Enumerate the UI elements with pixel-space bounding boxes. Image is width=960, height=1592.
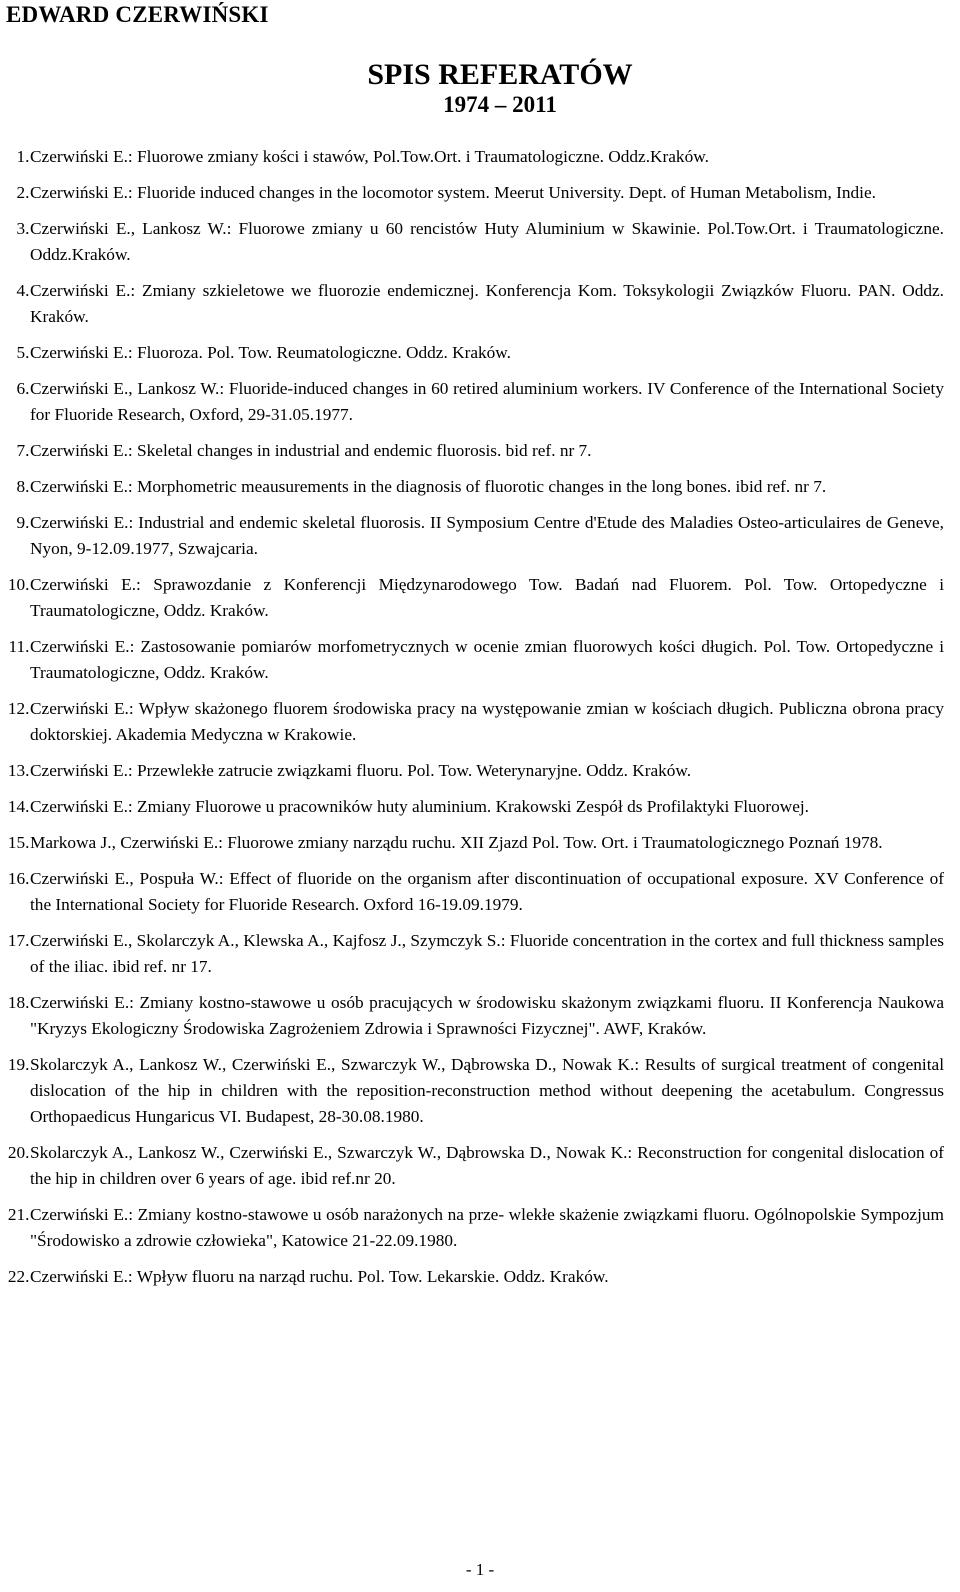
reference-number: 1. (16, 147, 30, 166)
reference-item (7, 696, 944, 748)
reference-text: Czerwiński E., Lankosz W.: Fluorowe zmiany u 60 rencistów Huty Aluminium w Skawinie. Pol.Tow.Ort. i Traumatologiczne. Oddz.Kraków. (30, 219, 944, 264)
reference-number: 3. (16, 219, 30, 238)
reference-item (16, 180, 944, 206)
reference-text: Markowa J., Czerwiński E.: Fluorowe zmiany narządu ruchu. XII Zjazd Pol. Tow. Ort. i Traumatologicznego Poznań 1978. (30, 833, 883, 852)
reference-item (7, 1264, 944, 1290)
reference-text: Czerwiński E.: Fluoride induced changes in the locomotor system. Meerut University. Dept. of Human Metabolism, Indie. (30, 183, 876, 202)
reference-text: Czerwiński E.: Fluorowe zmiany kości i stawów, Pol.Tow.Ort. i Traumatologiczne. Oddz.Kraków. (30, 147, 709, 166)
reference-item (7, 758, 944, 784)
reference-number: 11. (8, 637, 30, 656)
reference-item (16, 438, 944, 464)
reference-number: 7. (16, 441, 30, 460)
reference-number: 2. (16, 183, 30, 202)
reference-text: Czerwiński E.: Zastosowanie pomiarów morfometrycznych w ocenie zmian fluorowych kości długich. Pol. Tow. Ortopedyczne i Traumatologiczne, Oddz. Kraków. (30, 637, 944, 682)
reference-number: 4. (16, 281, 30, 300)
reference-item (16, 340, 944, 366)
reference-number: 19. (7, 1055, 30, 1074)
reference-item (8, 634, 944, 686)
reference-text: Czerwiński E.: Fluoroza. Pol. Tow. Reumatologiczne. Oddz. Kraków. (30, 343, 511, 362)
reference-text: Czerwiński E.: Zmiany szkieletowe we fluorozie endemicznej. Konferencja Kom. Toksykologii Związków Fluoru. PAN. Oddz. Kraków. (30, 281, 944, 326)
reference-text: Czerwiński E., Lankosz W.: Fluoride-induced changes in 60 retired aluminium workers. IV Conference of the International Society for Fluoride Research, Oxford, 29-31.05.1977. (30, 379, 944, 424)
reference-item (7, 830, 944, 856)
reference-text: Czerwiński E.: Industrial and endemic skeletal fluorosis. II Symposium Centre d'Etude des Maladies Osteo-articulaires de Geneve, Nyon, 9-12.09.1977, Szwajcaria. (30, 513, 944, 558)
reference-item (16, 144, 944, 170)
reference-item (16, 474, 944, 500)
reference-text: Czerwiński E., Skolarczyk A., Klewska A., Kajfosz J., Szymczyk S.: Fluoride concentration in the cortex and full thickness samples of the iliac. ibid ref. nr 17. (30, 931, 944, 976)
reference-list (7, 144, 944, 1300)
reference-text: Czerwiński E.: Sprawozdanie z Konferencji Międzynarodowego Tow. Badań nad Fluorem. Pol. Tow. Ortopedyczne i Traumatologiczne, Oddz. Kraków. (30, 575, 944, 620)
reference-text: Czerwiński E.: Zmiany kostno-stawowe u osób narażonych na prze- wlekłe skażenie związkami fluoru. Ogólnopolskie Sympozjum "Środowisko a zdrowie człowieka", Katowice 21-22.09.1980. (30, 1205, 944, 1250)
reference-number: 6. (16, 379, 30, 398)
reference-item (7, 990, 944, 1042)
reference-text: Czerwiński E., Pospuła W.: Effect of fluoride on the organism after discontinuation of occupational exposure. XV Conference of the International Society for Fluoride Research. Oxford 16-19.09.1979. (30, 869, 944, 914)
reference-text: Skolarczyk A., Lankosz W., Czerwiński E., Szwarczyk W., Dąbrowska D., Nowak K.: Reconstruction for congenital dislocation of the hip in children over 6 years of age. ibid ref.nr 20. (30, 1143, 944, 1188)
reference-text: Czerwiński E.: Skeletal changes in industrial and endemic fluorosis. bid ref. nr 7. (30, 441, 592, 460)
reference-item (7, 794, 944, 820)
reference-number: 21. (7, 1205, 30, 1224)
reference-number: 14. (7, 797, 30, 816)
reference-text: Czerwiński E.: Przewlekłe zatrucie związkami fluoru. Pol. Tow. Weterynaryjne. Oddz. Kraków. (30, 761, 692, 780)
reference-item (16, 278, 944, 330)
reference-text: Czerwiński E.: Zmiany kostno-stawowe u osób pracujących w środowisku skażonym związkami fluoru. II Konferencja Naukowa "Kryzys Ekologiczny Środowiska Zagrożeniem Zdrowia i Sprawności Fizycznej". AWF, Kraków. (30, 993, 944, 1038)
reference-number: 10. (7, 575, 30, 594)
reference-item (7, 928, 944, 980)
reference-text: Skolarczyk A., Lankosz W., Czerwiński E., Szwarczyk W., Dąbrowska D., Nowak K.: Results of surgical treatment of congenital dislocation of the hip in children with the reposition-reconstruction method without deepening the acetabulum. Congressus Orthopaedicus Hungaricus VI. Budapest, 28-30.08.1980. (30, 1055, 944, 1126)
reference-number: 8. (16, 477, 30, 496)
reference-number: 18. (7, 993, 30, 1012)
reference-text: Czerwiński E.: Morphometric meausurements in the diagnosis of fluorotic changes in the long bones. ibid ref. nr 7. (30, 477, 827, 496)
reference-number: 17. (7, 931, 30, 950)
reference-number: 22. (7, 1267, 30, 1286)
reference-item (16, 510, 944, 562)
reference-number: 16. (7, 869, 30, 888)
reference-item (7, 572, 944, 624)
page-number: - 1 - (465, 1560, 495, 1579)
reference-item (7, 1202, 944, 1254)
author-name: EDWARD CZERWIŃSKI (6, 2, 269, 27)
reference-number: 5. (16, 343, 30, 362)
reference-text: Czerwiński E.: Wpływ fluoru na narząd ruchu. Pol. Tow. Lekarskie. Oddz. Kraków. (30, 1267, 609, 1286)
document-title: SPIS REFERATÓW (367, 58, 633, 91)
reference-text: Czerwiński E.: Wpływ skażonego fluorem środowiska pracy na występowanie zmian w kościach długich. Publiczna obrona pracy doktorskiej. Akademia Medyczna w Krakowie. (30, 699, 944, 744)
reference-number: 20. (7, 1143, 30, 1162)
document-years: 1974 – 2011 (443, 92, 557, 117)
reference-number: 13. (7, 761, 30, 780)
reference-text: Czerwiński E.: Zmiany Fluorowe u pracowników huty aluminium. Krakowski Zespół ds Profilaktyki Fluorowej. (30, 797, 809, 816)
reference-item (16, 216, 944, 268)
reference-item (16, 376, 944, 428)
reference-item (7, 1052, 944, 1130)
reference-number: 12. (7, 699, 30, 718)
reference-number: 15. (7, 833, 30, 852)
reference-number: 9. (16, 513, 30, 532)
reference-item (7, 1140, 944, 1192)
reference-item (7, 866, 944, 918)
